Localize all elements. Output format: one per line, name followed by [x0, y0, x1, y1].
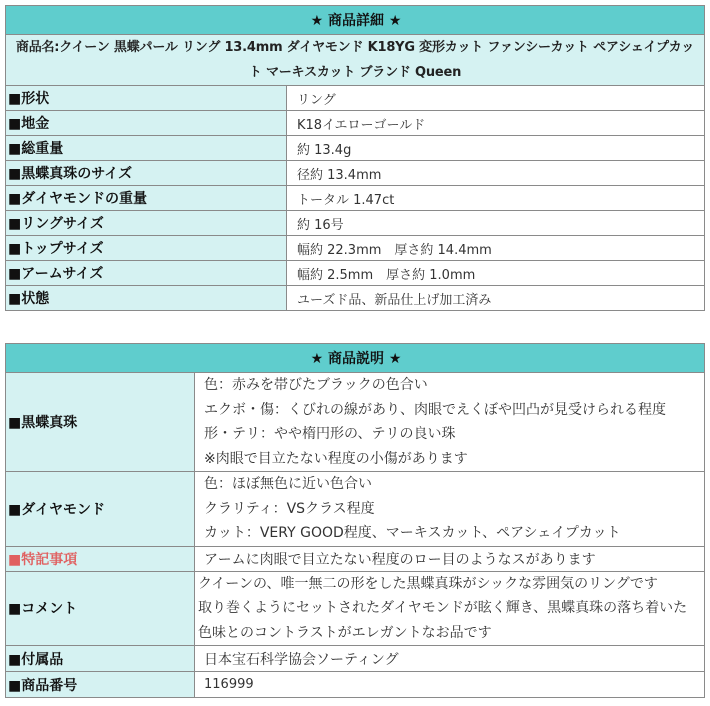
comment-line: クイーンの、唯一無二の形をした黒蝶真珠がシックな雰囲気のリングです: [198, 575, 658, 592]
arm-size-label: ■アームサイズ: [6, 261, 287, 286]
pearl-label: ■黒蝶真珠: [6, 373, 195, 472]
diamond-line: クラリティ：VSクラス程度: [204, 500, 375, 517]
shape-value: リング: [287, 86, 705, 111]
table-row: [6, 546, 705, 571]
product-details-table: [5, 5, 705, 311]
metal-label: ■地金: [6, 111, 287, 136]
condition-label: ■状態: [6, 286, 287, 311]
diamond-label: ■ダイヤモンド: [6, 472, 195, 547]
table-row: [6, 472, 705, 547]
accessories-label: ■付属品: [6, 646, 195, 672]
arm-size-value: 幅約 2.5mm 厚さ約 1.0mm: [287, 261, 705, 286]
table-row: [6, 373, 705, 472]
top-size-label: ■トップサイズ: [6, 236, 287, 261]
table-row: [6, 236, 705, 261]
diamond-weight-label: ■ダイヤモンドの重量: [6, 186, 287, 211]
diamond-line: 色：ほぼ無色に近い色合い: [204, 476, 372, 492]
condition-value: ユーズド品、新品仕上げ加工済み: [287, 286, 705, 311]
table-row: [6, 86, 705, 111]
diamond-line: カット：VERY GOOD程度、マーキスカット、ペアシェイプカット: [204, 525, 621, 541]
shape-label: ■形状: [6, 86, 287, 111]
details-header: ★ 商品詳細 ★: [6, 6, 705, 35]
pearl-line: エクボ・傷：くびれの線があり、肉眼でえくぼや凹凸が見受けられる程度: [204, 401, 666, 418]
table-row: [6, 136, 705, 161]
table-row: [6, 161, 705, 186]
pearl-size-label: ■黒蝶真珠のサイズ: [6, 161, 287, 186]
table-row: [6, 672, 705, 698]
comment-text: [195, 571, 705, 646]
ring-size-value: 約 16号: [287, 211, 705, 236]
comment-label: ■コメント: [6, 571, 195, 646]
product-description-table: [5, 343, 705, 698]
comment-line: 取り巻くようにセットされたダイヤモンドが眩く輝き、黒蝶真珠の落ち着いた: [198, 600, 688, 616]
metal-value: K18イエローゴールド: [287, 111, 705, 136]
table-row: [6, 211, 705, 236]
pearl-size-value: 径約 13.4mm: [287, 161, 705, 186]
product-name: 商品名:クイーン 黒蝶パール リング 13.4mm ダイヤモンド K18YG 変形カット ファンシーカット ペアシェイプカット マーキスカット ブランド Queen: [6, 35, 705, 86]
pearl-line: 形・テリ：やや楕円形の、テリの良い珠: [204, 426, 456, 442]
pearl-line: 色：赤みを帯びたブラックの色合い: [204, 377, 428, 393]
table-row: [6, 186, 705, 211]
special-notes-label: ■特記事項: [6, 546, 195, 571]
table-row: [6, 111, 705, 136]
table-row: [6, 646, 705, 672]
item-number-label: ■商品番号: [6, 672, 195, 698]
pearl-line: ※肉眼で目立たない程度の小傷があります: [204, 450, 468, 467]
item-number-value: 116999: [195, 672, 705, 698]
table-row: [6, 286, 705, 311]
special-notes-value: アームに肉眼で目立たない程度のロー目のようなスがあります: [195, 546, 705, 571]
pearl-description: [195, 373, 705, 472]
weight-value: 約 13.4g: [287, 136, 705, 161]
description-header: ★ 商品説明 ★: [6, 344, 705, 373]
diamond-weight-value: トータル 1.47ct: [287, 186, 705, 211]
table-row: [6, 261, 705, 286]
table-row: [6, 571, 705, 646]
ring-size-label: ■リングサイズ: [6, 211, 287, 236]
diamond-description: [195, 472, 705, 547]
comment-line: 色味とのコントラストがエレガントなお品です: [198, 624, 492, 641]
weight-label: ■総重量: [6, 136, 287, 161]
accessories-value: 日本宝石科学協会ソーティング: [195, 646, 705, 672]
top-size-value: 幅約 22.3mm 厚さ約 14.4mm: [287, 236, 705, 261]
